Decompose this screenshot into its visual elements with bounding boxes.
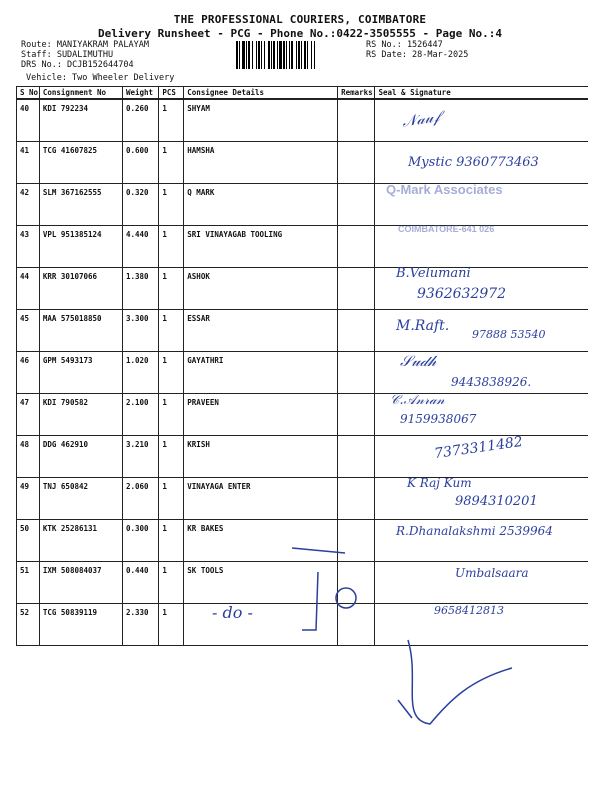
- meta-right: [366, 40, 468, 60]
- table-header: [17, 87, 589, 100]
- cell-consignee: ESSAR: [184, 310, 338, 352]
- signature-row-47-phone: 9159938067: [400, 412, 477, 426]
- cell-sno: 45: [17, 310, 40, 352]
- cell-pcs: 1: [159, 142, 184, 184]
- cell-pcs: 1: [159, 478, 184, 520]
- cell-remarks: [338, 226, 375, 268]
- cell-consignment: GPM 5493173: [39, 352, 122, 394]
- cell-pcs: 1: [159, 604, 184, 646]
- staff: Staff: SUDALIMUTHU: [21, 50, 114, 60]
- cell-consignee: HAMSHA: [184, 142, 338, 184]
- cell-remarks: [338, 394, 375, 436]
- cell-remarks: [338, 310, 375, 352]
- cell-consignee: KR BAKES: [184, 520, 338, 562]
- cell-consignment: IXM 508084037: [39, 562, 122, 604]
- cell-remarks: [338, 520, 375, 562]
- col-consignee: Consignee Details: [184, 87, 338, 100]
- cell-remarks: [338, 99, 375, 142]
- cell-consignment: TCG 41607825: [39, 142, 122, 184]
- cell-weight: 0.320: [122, 184, 158, 226]
- cell-pcs: 1: [159, 520, 184, 562]
- signature-row-46: 𝒮𝓊𝒹𝒽: [400, 352, 437, 370]
- cell-sno: 42: [17, 184, 40, 226]
- ink-tick: [398, 700, 412, 718]
- stamp-row-42: Q-Mark Associates: [386, 182, 503, 197]
- cell-weight: 0.260: [122, 99, 158, 142]
- cell-weight: 3.210: [122, 436, 158, 478]
- cell-consignee: SHYAM: [184, 99, 338, 142]
- cell-remarks: [338, 436, 375, 478]
- signature-row-45-name: M.Raft.: [396, 318, 450, 334]
- meta-left: [21, 40, 149, 70]
- route: Route: MANIYAKRAM PALAYAM: [21, 40, 149, 50]
- cell-consignee: Q MARK: [184, 184, 338, 226]
- table-row: [17, 226, 589, 268]
- vehicle: Vehicle: Two Wheeler Delivery: [26, 73, 175, 83]
- signature-row-51-name: Umbalsaara: [455, 566, 529, 580]
- drs-number: DRS No.: DCJB152644704: [21, 60, 134, 70]
- col-remarks: Remarks: [338, 87, 375, 100]
- cell-sno: 52: [17, 604, 40, 646]
- cell-remarks: [338, 604, 375, 646]
- cell-remarks: [338, 184, 375, 226]
- cell-consignment: DDG 462910: [39, 436, 122, 478]
- cell-pcs: 1: [159, 268, 184, 310]
- cell-weight: 2.330: [122, 604, 158, 646]
- cell-consignee: GAYATHRI: [184, 352, 338, 394]
- cell-sno: 50: [17, 520, 40, 562]
- cell-consignee: KRISH: [184, 436, 338, 478]
- cell-remarks: [338, 352, 375, 394]
- cell-sno: 41: [17, 142, 40, 184]
- cell-consignee: PRAVEEN: [184, 394, 338, 436]
- cell-pcs: 1: [159, 352, 184, 394]
- cell-consignee: SRI VINAYAGAB TOOLING: [184, 226, 338, 268]
- cell-sno: 44: [17, 268, 40, 310]
- runsheet-subtitle: Delivery Runsheet - PCG - Phone No.:0422-3505555 - Page No.:4: [98, 27, 502, 40]
- cell-weight: 0.300: [122, 520, 158, 562]
- cell-weight: 4.440: [122, 226, 158, 268]
- cell-sno: 46: [17, 352, 40, 394]
- cell-consignment: TNJ 650842: [39, 478, 122, 520]
- col-signature: Seal & Signature: [375, 87, 588, 100]
- cell-consignee: [184, 604, 338, 646]
- cell-pcs: 1: [159, 562, 184, 604]
- cell-remarks: [338, 268, 375, 310]
- signature-row-51-phone: 9658412813: [434, 604, 504, 617]
- cell-pcs: 1: [159, 394, 184, 436]
- cell-pcs: 1: [159, 436, 184, 478]
- col-pcs: PCS: [159, 87, 184, 100]
- signature-row-48-phone: 7373311482: [433, 433, 524, 463]
- cell-consignment: VPL 951385124: [39, 226, 122, 268]
- table-row: [17, 99, 589, 142]
- cell-sno: 43: [17, 226, 40, 268]
- cell-consignment: KRR 30107066: [39, 268, 122, 310]
- ink-final-signature: [408, 640, 512, 724]
- cell-sno: 40: [17, 99, 40, 142]
- rs-date: RS Date: 28-Mar-2025: [366, 50, 469, 60]
- cell-consignee: SK TOOLS: [184, 562, 338, 604]
- rs-number: RS No.: 1526447: [366, 40, 443, 50]
- cell-sno: 47: [17, 394, 40, 436]
- cell-consignment: TCG 50839119: [39, 604, 122, 646]
- cell-sno: 51: [17, 562, 40, 604]
- signature-row-49-phone: 9894310201: [455, 494, 538, 509]
- cell-sno: 48: [17, 436, 40, 478]
- col-weight: Weight: [122, 87, 158, 100]
- signature-row-46-phone: 9443838926.: [451, 375, 532, 389]
- signature-row-40: 𝒩𝒶𝓊𝒻: [400, 107, 441, 131]
- signature-row-50: R.Dhanalakshmi 2539964: [396, 524, 553, 538]
- cell-consignment: KDI 792234: [39, 99, 122, 142]
- signature-row-44-name: B.Velumani: [396, 266, 471, 281]
- row-52-dash-mark: - do -: [212, 603, 253, 622]
- stamp-row-43: COIMBATORE-641 026: [398, 224, 495, 234]
- cell-weight: 1.020: [122, 352, 158, 394]
- cell-consignee: ASHOK: [184, 268, 338, 310]
- cell-weight: 2.060: [122, 478, 158, 520]
- signature-row-41: Mystic 9360773463: [408, 155, 539, 170]
- cell-remarks: [338, 142, 375, 184]
- barcode: [236, 41, 360, 69]
- signature-row-49-name: K Raj Kum: [407, 476, 472, 490]
- col-consignment: Consignment No: [39, 87, 122, 100]
- cell-weight: 1.380: [122, 268, 158, 310]
- signature-row-45-phone: 97888 53540: [472, 328, 546, 341]
- cell-weight: 3.300: [122, 310, 158, 352]
- col-sno: S No: [17, 87, 40, 100]
- cell-remarks: [338, 562, 375, 604]
- cell-consignee: VINAYAGA ENTER: [184, 478, 338, 520]
- runsheet-table: [16, 86, 588, 646]
- signature-row-47: 𝒞.𝒜𝓃𝓇𝒶𝓃: [390, 393, 445, 408]
- cell-pcs: 1: [159, 226, 184, 268]
- cell-consignment: MAA 575018850: [39, 310, 122, 352]
- cell-sno: 49: [17, 478, 40, 520]
- table-row: [17, 394, 589, 436]
- cell-weight: 0.440: [122, 562, 158, 604]
- cell-pcs: 1: [159, 310, 184, 352]
- cell-weight: 2.100: [122, 394, 158, 436]
- cell-remarks: [338, 478, 375, 520]
- cell-pcs: 1: [159, 99, 184, 142]
- company-title: THE PROFESSIONAL COURIERS, COIMBATORE: [173, 13, 427, 26]
- cell-pcs: 1: [159, 184, 184, 226]
- cell-weight: 0.600: [122, 142, 158, 184]
- cell-consignment: KTK 25286131: [39, 520, 122, 562]
- cell-consignment: KDI 790582: [39, 394, 122, 436]
- cell-consignment: SLM 367162555: [39, 184, 122, 226]
- signature-row-44-phone: 9362632972: [417, 286, 507, 302]
